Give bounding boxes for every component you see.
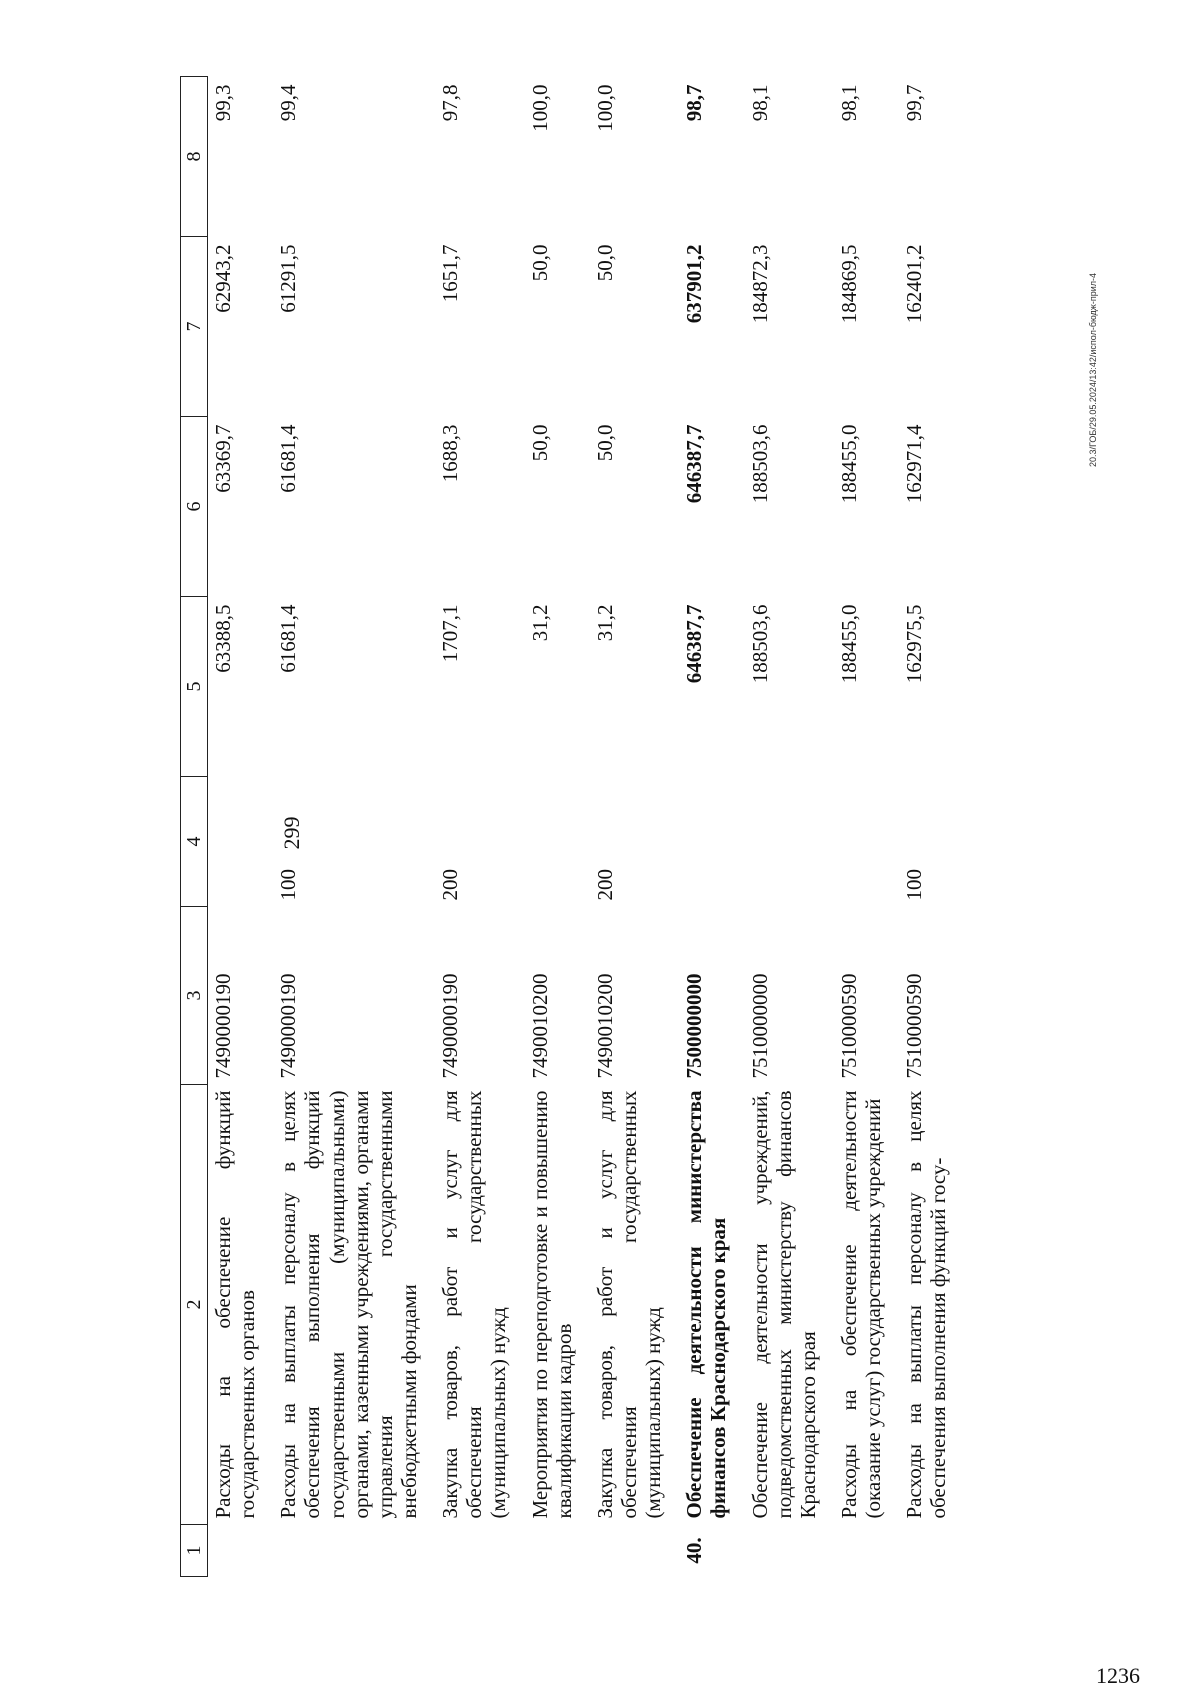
table-row [745, 77, 834, 1577]
target-article-code: 7490010200 [592, 973, 617, 1079]
table-header-row [181, 77, 208, 1577]
page-number-top: 299 [279, 816, 304, 850]
value-col7: 61291,5 [276, 244, 301, 313]
row-number [273, 1525, 435, 1577]
value-col7: 62943,2 [211, 244, 235, 313]
row-description: Расходы на выплаты персоналу в целях обеспечения выполнения функций госу- [902, 1090, 951, 1519]
value-col7: 184872,3 [747, 244, 772, 324]
value-col6: 646387,7 [682, 424, 707, 504]
row-number [834, 1525, 899, 1577]
value-col5: 188455,0 [836, 604, 861, 684]
percent-col8: 99,4 [276, 84, 301, 122]
value-col6: 50,0 [527, 424, 552, 462]
target-article-code: 7490000190 [276, 973, 301, 1079]
expense-type-code: 100 [276, 869, 301, 901]
row-description: Расходы на выплаты персоналу в целях обеспечения выполнения функций государственными (муниципальными) органами, казенными учреждениями, органами управления государственными внебюджетными фондами [276, 1090, 421, 1519]
table-row [590, 77, 679, 1577]
column-header: 3 [181, 907, 208, 1085]
row-number [745, 1525, 834, 1577]
page-number-bottom: 1236 [1096, 1663, 1140, 1688]
percent-col8: 100,0 [592, 84, 617, 132]
row-description: Закупка товаров, работ и услуг для обеспечения государственных (муниципальных) нужд [438, 1090, 511, 1519]
percent-col8: 98,7 [682, 84, 707, 122]
value-col6: 188503,6 [747, 424, 772, 504]
expense-type-code [679, 777, 744, 907]
document-stamp: 20.3/ГОБ/29.05.2024/13:42/испол-бюдж-прил-4 [1088, 273, 1098, 467]
table-row [435, 77, 524, 1577]
value-col5: 31,2 [592, 604, 617, 642]
value-col6: 50,0 [592, 424, 617, 462]
column-header: 4 [181, 777, 208, 907]
row-number [899, 1525, 964, 1577]
table-row [899, 77, 964, 1577]
value-col5: 31,2 [527, 604, 552, 642]
column-header: 1 [181, 1525, 208, 1577]
target-article-code: 7490010200 [527, 973, 552, 1079]
row-number [435, 1525, 524, 1577]
value-col5: 646387,7 [682, 604, 707, 684]
value-col5: 63388,5 [211, 604, 235, 673]
row-description: Обеспечение деятельности учреждений, подведомственных министерству финансов Краснодарского края [747, 1090, 820, 1519]
expense-type-code [745, 777, 834, 907]
table-row-section [679, 77, 744, 1577]
column-header: 7 [181, 237, 208, 417]
percent-col8: 99,7 [902, 84, 927, 122]
column-header: 2 [181, 1085, 208, 1525]
percent-col8: 98,1 [836, 84, 861, 122]
expense-type-code [208, 777, 274, 907]
value-col7: 162401,2 [902, 244, 927, 324]
percent-col8: 99,3 [211, 84, 235, 122]
table-row [273, 77, 435, 1577]
row-description: Обеспечение деятельности министерства финансов Краснодарского края [682, 1090, 731, 1519]
target-article-code: 7490000190 [438, 973, 463, 1079]
expense-type-code: 100 [902, 869, 927, 901]
row-description: Закупка товаров, работ и услуг для обеспечения государственных (муниципальных) нужд [592, 1090, 666, 1519]
row-description: Мероприятия по переподготовке и повышению квалификации кадров [527, 1090, 576, 1519]
expense-type-code: 200 [592, 869, 617, 901]
row-description: Расходы на обеспечение деятельности (оказание услуг) государственных учреждений [836, 1090, 886, 1519]
table-row [525, 77, 590, 1577]
row-number [590, 1525, 679, 1577]
value-col7: 1651,7 [438, 244, 463, 303]
percent-col8: 97,8 [438, 84, 463, 122]
value-col6: 63369,7 [211, 424, 235, 493]
target-article-code: 7510000590 [836, 973, 861, 1079]
percent-col8: 100,0 [527, 84, 552, 132]
target-article-code: 7510000590 [902, 973, 927, 1079]
column-header: 5 [181, 597, 208, 777]
percent-col8: 98,1 [747, 84, 772, 122]
value-col7: 637901,2 [682, 244, 707, 324]
expense-type-code [525, 777, 590, 907]
target-article-code: 7490000190 [211, 973, 235, 1079]
value-col6: 61681,4 [276, 424, 301, 493]
value-col5: 61681,4 [276, 604, 301, 673]
expense-type-code: 200 [438, 869, 463, 901]
column-header: 8 [181, 77, 208, 237]
row-number [525, 1525, 590, 1577]
target-article-code: 7510000000 [747, 973, 772, 1079]
value-col7: 50,0 [527, 244, 552, 282]
value-col6: 188455,0 [836, 424, 861, 504]
value-col6: 162971,4 [902, 424, 927, 504]
value-col5: 1707,1 [438, 604, 463, 663]
value-col5: 188503,6 [747, 604, 772, 684]
value-col6: 1688,3 [438, 424, 463, 483]
row-number [208, 1525, 274, 1577]
value-col7: 50,0 [592, 244, 617, 282]
rotated-table-wrapper [180, 77, 1068, 1577]
row-number: 40. [682, 1537, 707, 1564]
table-row [208, 77, 274, 1577]
value-col7: 184869,5 [836, 244, 861, 324]
value-col5: 162975,5 [902, 604, 927, 684]
column-header: 6 [181, 417, 208, 597]
budget-table [180, 76, 965, 1577]
target-article-code: 7500000000 [682, 973, 707, 1079]
expense-type-code [834, 777, 899, 907]
row-description: Расходы на обеспечение функций государственных органов [211, 1090, 260, 1519]
table-row [834, 77, 899, 1577]
